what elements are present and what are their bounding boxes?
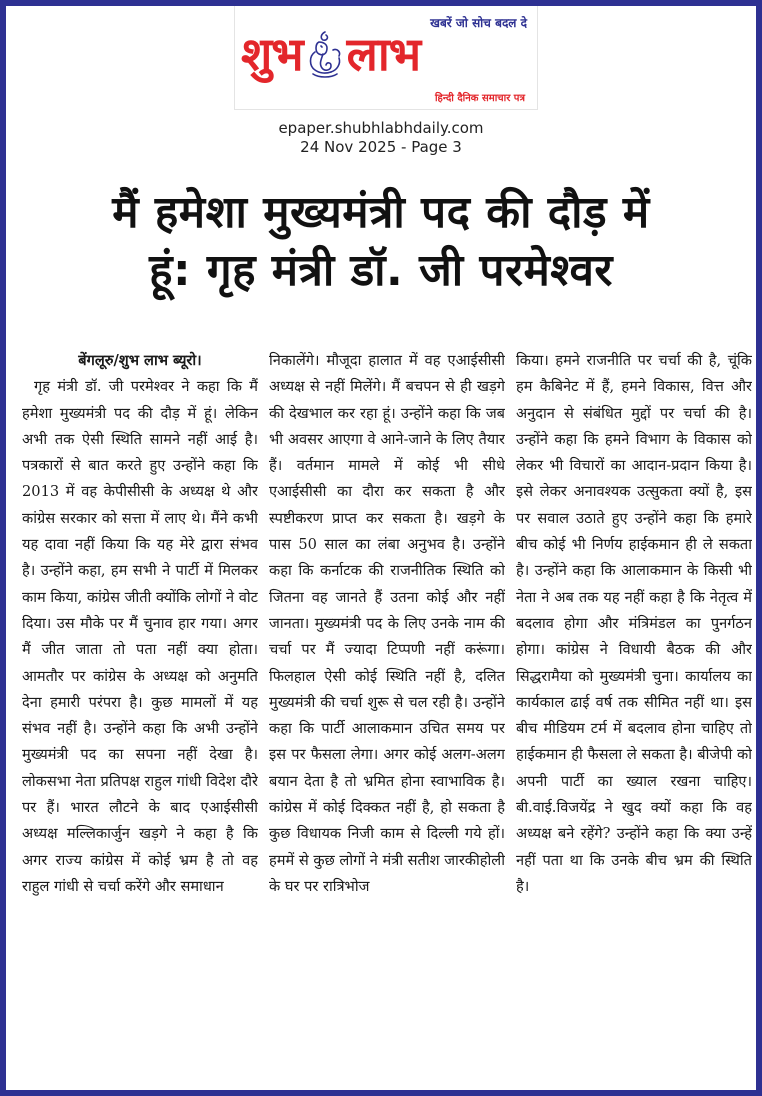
masthead-logo [234, 6, 538, 110]
article-body [22, 348, 752, 1090]
headline-line-2: हूं: गृह मंत्री डॉ. जी परमेश्वर [149, 245, 613, 296]
column-text: निकालेंगे। मौजूदा हालात में वह एआईसीसी अध्यक्ष से नहीं मिलेंगे। मैं बचपन से ही खड़गे की देखभाल कर रहा हूं। उन्होंने कहा कि जब भी अवसर आएगा वे आने-जाने के लिए तैयार हैं। वर्तमान मामले में कोई भी सीधे एआईसीसी का दौरा कर सकता है और स्पष्टीकरण प्राप्त कर सकता है। खड़गे के पास 50 साल का लंबा अनुभव है। उन्होंने कहा कि कर्नाटक की राजनीतिक स्थिति को जितना वह जानते हैं उतना कोई और नहीं जानता। मुख्यमंत्री पद के लिए उनके नाम की चर्चा पर मैं ज्यादा टिप्पणी नहीं करूंगा। फिलहाल ऐसी कोई स्थिति नहीं है, दलित मुख्यमंत्री की चर्चा शुरू से चल रही है। उन्होंने कहा कि पार्टी आलाकमान उचित समय पर इस पर फैसला लेगा। अगर कोई अलग-अलग बयान देता है तो भ्रमित होना स्वाभाविक है। कांग्रेस में कोई दिक्कत नहीं है, हो सकता है कुछ विधायक निजी काम से दिल्ली गये हों। हममें से कुछ लोगों ने मंत्री सतीश जारकीहोली के घर पर रात्रिभोज [269, 352, 505, 895]
epaper-page [6, 6, 756, 1090]
source-url: epaper.shubhlabhdaily.com [278, 119, 484, 137]
logo-word-labh: लाभ [346, 27, 421, 81]
logo-word-shubh: शुभ [241, 27, 303, 81]
headline-line-1: मैं हमेशा मुख्यमंत्री पद की दौड़ में [112, 187, 650, 238]
column-text: किया। हमने राजनीति पर चर्चा की है, चूंकि हम कैबिनेट में हैं, हमने विकास, वित्त और अनुदान से संबंधित मुद्दों पर चर्चा की है। उन्होंने कहा कि हमने विभाग के विकास को लेकर भी विचारों का आदान-प्रदान किया है। इसे लेकर अनावश्यक उत्सुकता क्यों है, इस पर सवाल उठाते हुए उन्होंने कहा कि हमारे बीच कोई भी निर्णय हाईकमान ही ले सकता है। उन्होंने कहा कि आलाकमान के किसी भी नेता ने अब तक यह नहीं कहा है कि नेतृत्व में बदलाव होगा और मंत्रिमंडल का पुनर्गठन होगा। कांग्रेस ने विधायी बैठक की और सिद्धरामैया को मुख्यमंत्री चुना। कार्यालय का कार्यकाल ढाई वर्ष तक सीमित नहीं था। इस बीच मीडियम टर्म में बदलाव होना चाहिए तो हाईकमान ही फैसला ले सकता है। बीजेपी को अपनी पार्टी का ख्याल रखना चाहिए। बी.वाई.विजयेंद्र ने खुद क्यों कहा कि वह अध्यक्ष बने रहेंगे? उन्होंने कहा कि क्या उन्हें नहीं पता था कि उनके बीच भ्रम की स्थिति है। [516, 352, 752, 895]
article-column-2 [269, 348, 505, 1090]
masthead-tagline: खबरें जो सोच बदल दे [430, 16, 527, 30]
column-text: गृह मंत्री डॉ. जी परमेश्वर ने कहा कि मैं हमेशा मुख्यमंत्री पद की दौड़ में हूं। लेकिन अभी तक ऐसी स्थिति सामने नहीं आई है। पत्रकारों से बात करते हुए उन्होंने कहा कि 2013 में वह केपीसीसी के अध्यक्ष थे और कांग्रेस सरकार को सत्ता में लाए थे। मैंने कभी यह दावा नहीं किया कि यह मेरे द्वारा संभव है। उन्होंने कहा, हम सभी ने पार्टी में मिलकर काम किया, कांग्रेस जीती क्योंकि लोगों ने वोट दिया। उस मौके पर मैं चुनाव हार गया। अगर मैं जीत जाता तो पता नहीं क्या होता। आमतौर पर कांग्रेस के अध्यक्ष को अनुमति देना हमारी परंपरा है। कुछ मामलों में यह संभव नहीं है। उन्होंने कहा कि अभी उन्होंने मुख्यमंत्री पद का सपना नहीं देखा है। लोकसभा नेता प्रतिपक्ष राहुल गांधी विदेश दौरे पर हैं। भारत लौटने के बाद एआईसीसी अध्यक्ष मल्लिकार्जुन खड़गे ने कहा है कि अगर राज्य कांग्रेस में कोई भ्रम है तो वह राहुल गांधी से चर्चा करेंगे और समाधान [22, 378, 258, 895]
date-page: 24 Nov 2025 - Page 3 [300, 138, 462, 156]
source-info [6, 119, 756, 157]
article-headline [16, 184, 746, 300]
logo [241, 28, 420, 80]
article-dateline: बेंगलूरु/शुभ लाभ ब्यूरो। [78, 352, 202, 369]
article-column-1 [22, 348, 258, 1090]
article-column-3 [516, 348, 752, 1090]
ganesh-icon [305, 28, 345, 80]
masthead-subtagline: हिन्दी दैनिक समाचार पत्र [434, 93, 525, 104]
